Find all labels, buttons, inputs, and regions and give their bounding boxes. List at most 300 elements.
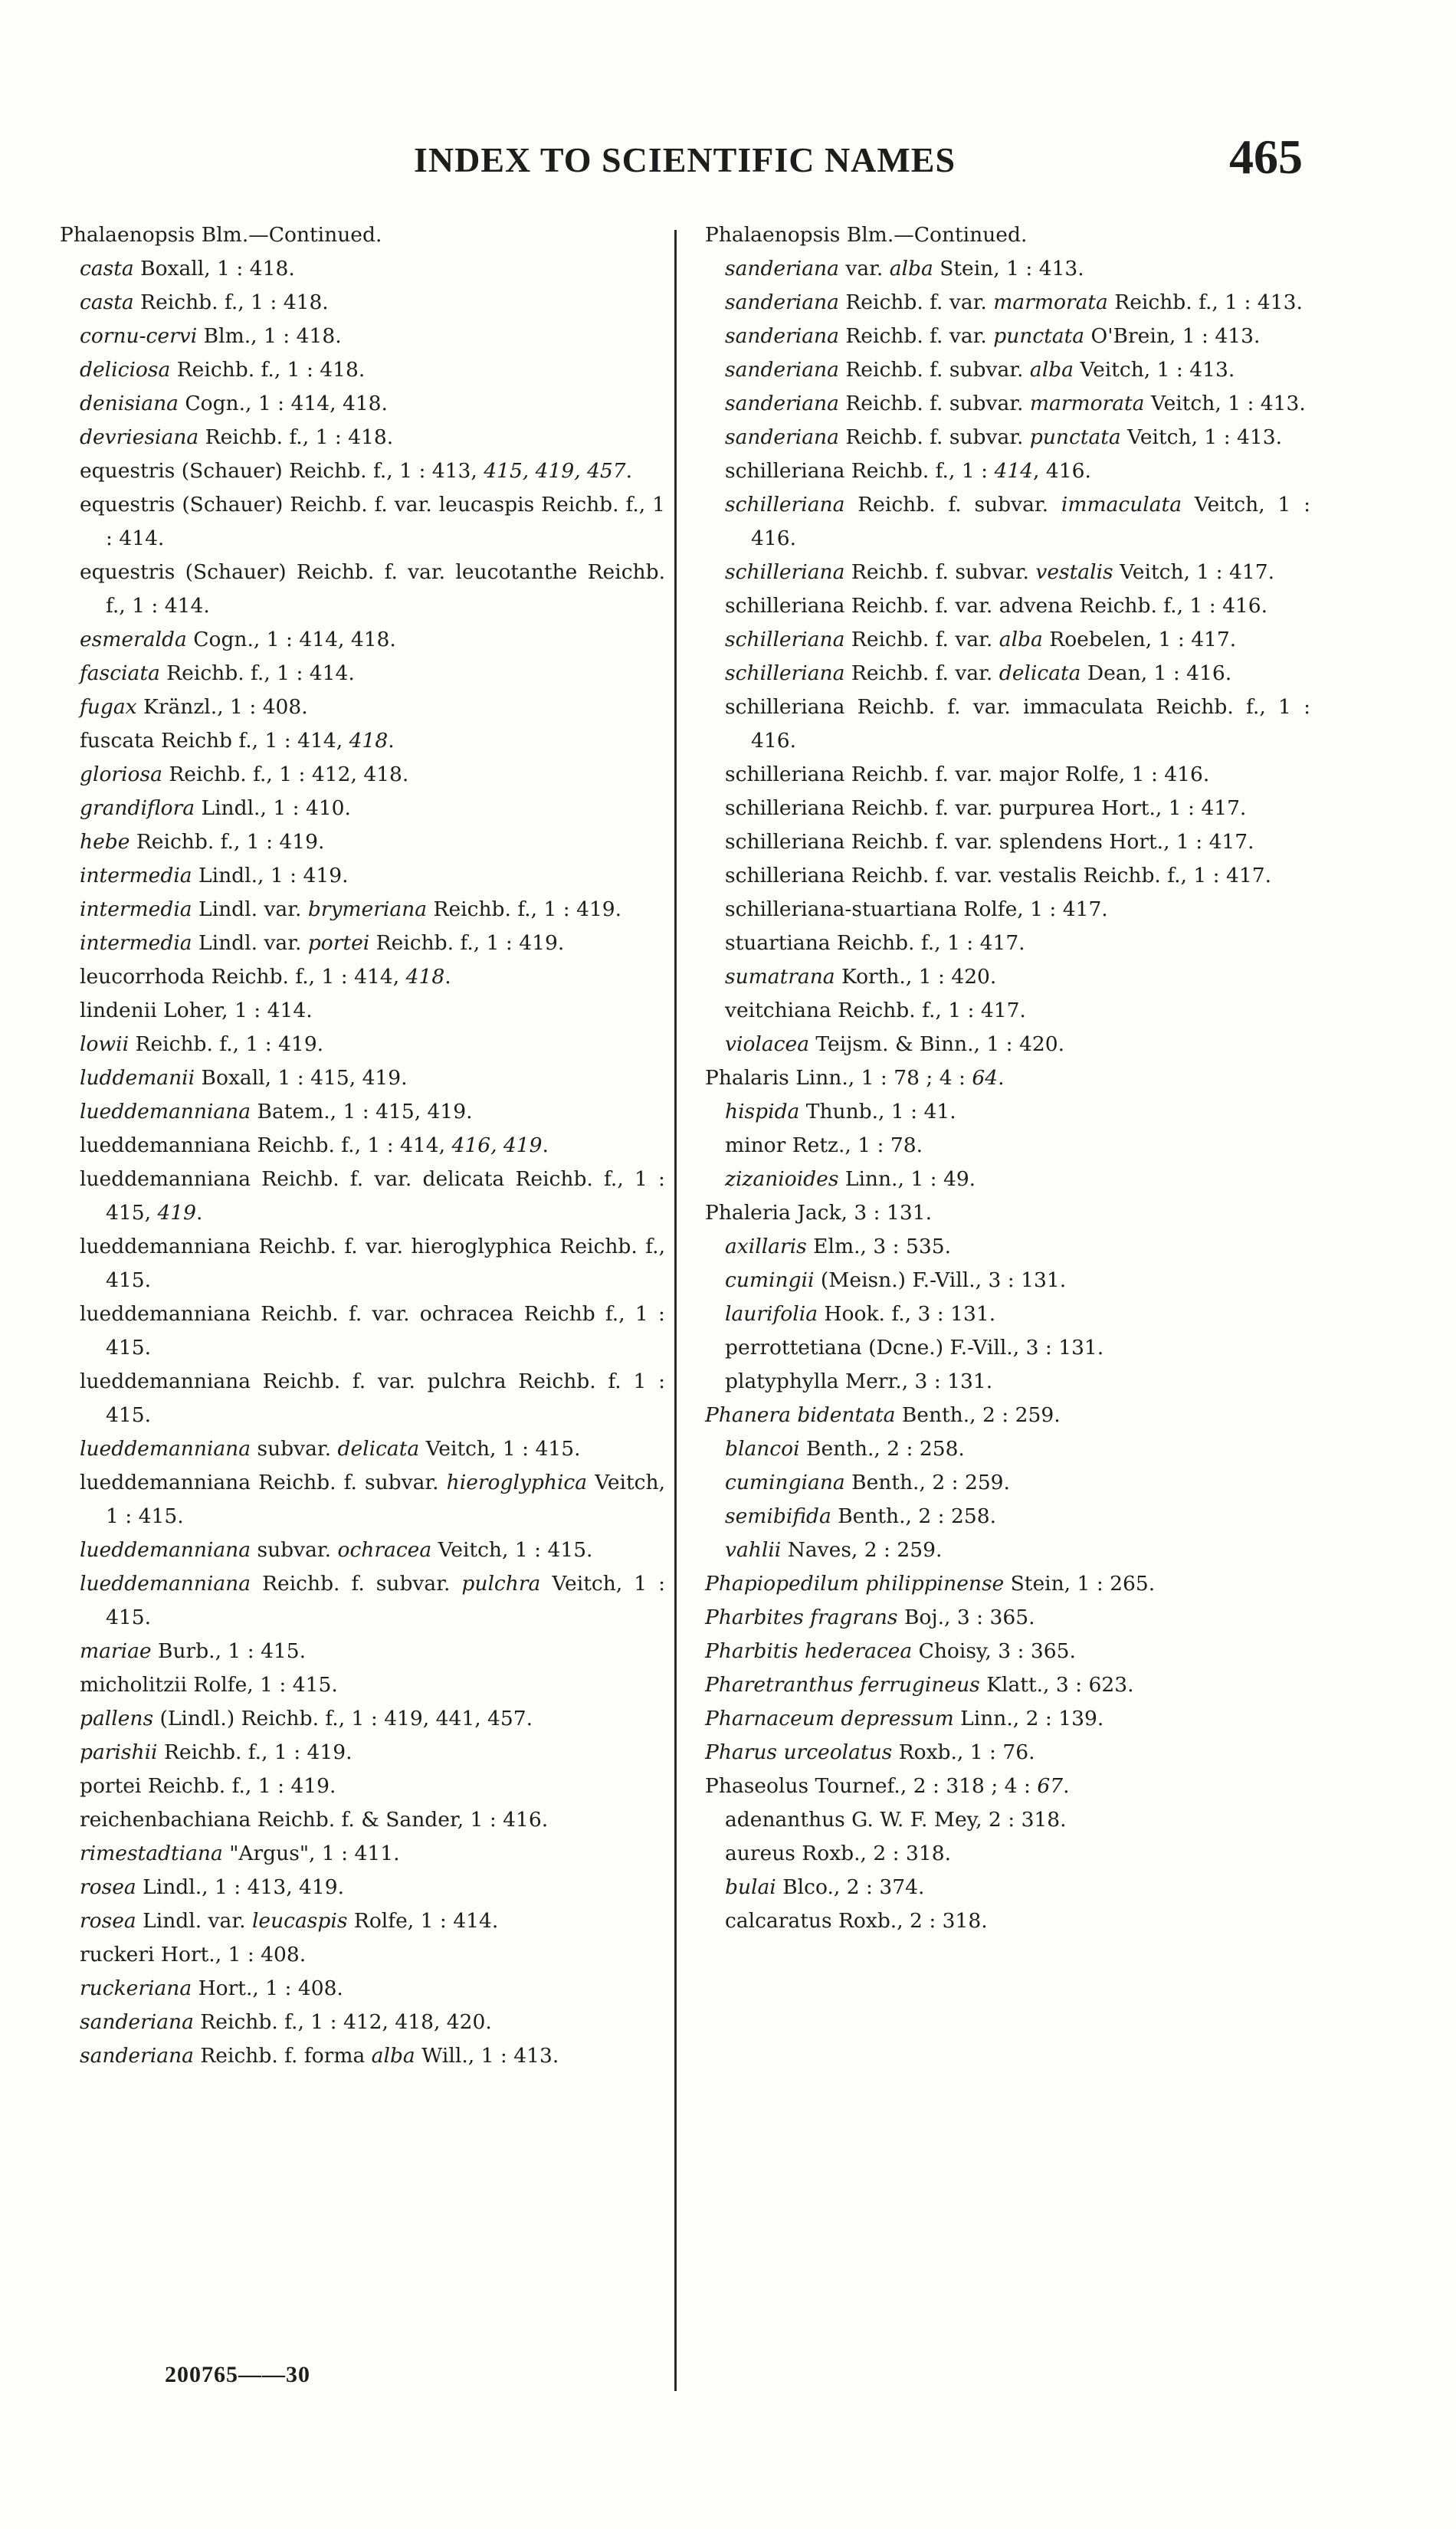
entry-text: Burb., 1 : 415. — [151, 1639, 307, 1663]
index-entry — [60, 1365, 665, 1432]
index-entry — [705, 1466, 1310, 1500]
entry-italic-text: schilleriana — [725, 628, 845, 651]
entry-text: . — [998, 1066, 1005, 1090]
index-entry — [60, 252, 665, 286]
entry-italic-text: ruckeriana — [80, 1976, 192, 2000]
entry-text: equestris (Schauer) Reichb. f., 1 : 413, — [80, 459, 484, 483]
index-entry — [705, 556, 1310, 589]
index-entry — [60, 1533, 665, 1567]
entry-italic-text: brymeriana — [307, 897, 428, 921]
entry-text: Reichb. f. subvar. — [251, 1572, 462, 1596]
page-number: 465 — [1229, 130, 1303, 184]
index-entry — [60, 1061, 665, 1095]
index-entry — [705, 994, 1310, 1028]
entry-italic-text: luddemanii — [80, 1066, 195, 1090]
entry-text: Phalaris Linn., 1 : 78 ; 4 : — [705, 1066, 972, 1090]
entry-text: schilleriana Reichb. f. var. advena Reichb. f., 1 : 416. — [725, 594, 1268, 618]
entry-italic-text: sanderiana — [725, 257, 839, 280]
entry-italic-text: zizanioides — [725, 1167, 839, 1191]
entry-text: reichenbachiana Reichb. f. & Sander, 1 : 416. — [80, 1808, 549, 1832]
entry-text: Veitch, 1 : 415. — [431, 1538, 593, 1562]
entry-text: platyphylla Merr., 3 : 131. — [725, 1369, 993, 1393]
index-entry — [60, 387, 665, 421]
entry-text: Boj., 3 : 365. — [897, 1606, 1035, 1629]
entry-text: Reichb. f. subvar. — [844, 560, 1036, 584]
index-entry — [705, 353, 1310, 387]
index-entry — [705, 690, 1310, 758]
entry-text: Reichb. f., 1 : 419. — [130, 830, 325, 854]
index-entry — [705, 825, 1310, 859]
entry-text: Will., 1 : 413. — [415, 2044, 559, 2068]
entry-italic-text: grandiflora — [80, 796, 195, 820]
entry-italic-text: alba — [371, 2044, 415, 2068]
entry-text: Veitch, 1 : 413. — [1144, 392, 1306, 415]
entry-text: Veitch, 1 : 417. — [1113, 560, 1275, 584]
index-entry — [705, 1904, 1310, 1938]
index-entry — [60, 2039, 665, 2073]
entry-text: Cogn., 1 : 414, 418. — [186, 628, 396, 651]
index-entry — [705, 758, 1310, 792]
entry-text: Reichb. f. subvar. — [838, 358, 1030, 382]
index-column-right — [705, 218, 1310, 1938]
entry-italic-text: vestalis — [1035, 560, 1113, 584]
entry-text: portei Reichb. f., 1 : 419. — [80, 1774, 336, 1798]
entry-text: Phalaenopsis Blm.—Continued. — [60, 223, 382, 247]
index-entry — [60, 1567, 665, 1635]
index-entry — [60, 657, 665, 690]
running-title: INDEX TO SCIENTIFIC NAMES — [414, 140, 956, 179]
entry-italic-text: Phapiopedilum philippinense — [705, 1572, 1005, 1596]
entry-text: fuscata Reichb f., 1 : 414, — [80, 729, 349, 753]
entry-italic-text: Pharus urceolatus — [705, 1740, 893, 1764]
entry-italic-text: Pharetranthus ferrugineus — [705, 1673, 980, 1697]
entry-italic-text: marmorata — [1029, 392, 1145, 415]
entry-text: aureus Roxb., 2 : 318. — [725, 1842, 952, 1865]
entry-text: Reichb. f., 1 : 418. — [170, 358, 366, 382]
entry-italic-text: lowii — [80, 1032, 130, 1056]
index-genus-entry — [705, 1770, 1310, 1803]
entry-italic-text: pulchra — [461, 1572, 541, 1596]
index-entry — [60, 1466, 665, 1533]
entry-text: Veitch, 1 : 415. — [106, 1471, 665, 1528]
index-entry — [60, 1297, 665, 1365]
index-entry — [705, 792, 1310, 825]
entry-text: Reichb. f., 1 : 419. — [157, 1740, 353, 1764]
entry-italic-text: 67 — [1037, 1774, 1064, 1798]
entry-italic-text: punctata — [1029, 425, 1121, 449]
entry-italic-text: mariae — [80, 1639, 152, 1663]
entry-text: lueddemanniana Reichb. f., 1 : 414, — [80, 1133, 452, 1157]
entry-italic-text: gloriosa — [80, 763, 162, 786]
index-entry — [60, 353, 665, 387]
entry-italic-text: sanderiana — [725, 290, 839, 314]
index-genus-entry — [705, 1635, 1310, 1668]
index-genus-entry — [60, 218, 665, 252]
index-genus-entry — [705, 1567, 1310, 1601]
entry-text: Veitch, 1 : 413. — [1120, 425, 1283, 449]
index-entry — [705, 1095, 1310, 1129]
index-genus-entry — [705, 218, 1310, 252]
entry-text: Linn., 1 : 49. — [838, 1167, 976, 1191]
index-entry — [60, 2006, 665, 2039]
entry-italic-text: delicata — [999, 661, 1081, 685]
entry-italic-text: Pharnaceum depressum — [705, 1707, 954, 1730]
index-entry — [705, 454, 1310, 488]
index-entry — [60, 421, 665, 454]
entry-italic-text: deliciosa — [80, 358, 171, 382]
entry-italic-text: schilleriana — [725, 493, 845, 517]
entry-italic-text: rimestadtiana — [80, 1842, 223, 1865]
entry-text: subvar. — [251, 1538, 338, 1562]
entry-italic-text: 64 — [972, 1066, 999, 1090]
entry-text: Reichb. f., 1 : 419. — [427, 897, 622, 921]
entry-text: minor Retz., 1 : 78. — [725, 1133, 923, 1157]
index-entry — [705, 488, 1310, 556]
entry-text: Elm., 3 : 535. — [806, 1235, 952, 1258]
entry-text: micholitzii Rolfe, 1 : 415. — [80, 1673, 338, 1697]
entry-text: adenanthus G. W. F. Mey, 2 : 318. — [725, 1808, 1067, 1832]
entry-text: Linn., 2 : 139. — [953, 1707, 1104, 1730]
entry-italic-text: alba — [999, 628, 1043, 651]
index-entry — [705, 252, 1310, 286]
entry-text: (Meisn.) F.-Vill., 3 : 131. — [814, 1268, 1067, 1292]
entry-text: lueddemanniana Reichb. f. var. hieroglyphica Reichb. f., 415. — [80, 1235, 665, 1292]
entry-italic-text: violacea — [725, 1032, 809, 1056]
entry-text: Reichb. f. subvar. — [838, 392, 1030, 415]
entry-text: Reichb. f., 1 : 419. — [129, 1032, 324, 1056]
entry-italic-text: schilleriana — [725, 560, 845, 584]
entry-text: Blm., 1 : 418. — [197, 324, 342, 348]
index-entry — [705, 1803, 1310, 1837]
entry-text: Lindl., 1 : 413, 419. — [136, 1875, 345, 1899]
entry-text: Roxb., 1 : 76. — [892, 1740, 1035, 1764]
index-entry — [705, 893, 1310, 927]
index-entry — [60, 1770, 665, 1803]
printer-signature: 200765——30 — [165, 2362, 310, 2387]
entry-text: subvar. — [251, 1437, 338, 1461]
index-entry — [60, 1668, 665, 1702]
index-entry — [60, 1635, 665, 1668]
entry-text: veitchiana Reichb. f., 1 : 417. — [725, 999, 1026, 1022]
index-entry — [60, 1938, 665, 1972]
entry-text: Lindl., 1 : 410. — [195, 796, 351, 820]
index-entry — [705, 1432, 1310, 1466]
entry-text: Veitch, 1 : 413. — [1073, 358, 1235, 382]
entry-text: schilleriana Reichb. f. var. vestalis Reichb. f., 1 : 417. — [725, 864, 1272, 887]
index-genus-entry — [705, 1061, 1310, 1095]
entry-italic-text: casta — [80, 257, 134, 280]
entry-italic-text: marmorata — [993, 290, 1108, 314]
entry-text: Rolfe, 1 : 414. — [347, 1909, 499, 1933]
entry-text: Thunb., 1 : 41. — [799, 1100, 956, 1123]
entry-text: schilleriana Reichb. f., 1 : — [725, 459, 995, 483]
entry-italic-text: rosea — [80, 1875, 136, 1899]
entry-text: Phaleria Jack, 3 : 131. — [705, 1201, 933, 1225]
entry-italic-text: sanderiana — [725, 425, 839, 449]
entry-text: Stein, 1 : 413. — [933, 257, 1084, 280]
entry-text: Reichb. f. var. — [838, 324, 994, 348]
entry-italic-text: blancoi — [725, 1437, 800, 1461]
entry-text: "Argus", 1 : 411. — [222, 1842, 400, 1865]
index-entry — [60, 859, 665, 893]
entry-text: Roebelen, 1 : 417. — [1042, 628, 1237, 651]
index-entry — [705, 286, 1310, 320]
entry-text: Reichb. f. var. — [844, 661, 999, 685]
index-entry — [60, 1972, 665, 2006]
index-entry — [705, 1533, 1310, 1567]
entry-italic-text: bulai — [725, 1875, 776, 1899]
entry-text: schilleriana-stuartiana Rolfe, 1 : 417. — [725, 897, 1108, 921]
entry-text: calcaratus Roxb., 2 : 318. — [725, 1909, 988, 1933]
index-entry — [60, 454, 665, 488]
entry-text: Phaseolus Tournef., 2 : 318 ; 4 : — [705, 1774, 1038, 1798]
entry-italic-text: delicata — [337, 1437, 420, 1461]
entry-italic-text: sanderiana — [725, 392, 839, 415]
entry-text: Naves, 2 : 259. — [781, 1538, 943, 1562]
entry-italic-text: hebe — [80, 830, 130, 854]
entry-text: Choisy, 3 : 365. — [912, 1639, 1076, 1663]
entry-text: leucorrhoda Reichb. f., 1 : 414, — [80, 965, 406, 989]
entry-italic-text: hispida — [725, 1100, 800, 1123]
entry-italic-text: denisiana — [80, 392, 179, 415]
index-entry — [60, 1803, 665, 1837]
entry-italic-text: 418 — [405, 965, 445, 989]
entry-text: equestris (Schauer) Reichb. f. var. leucotanthe Reichb. f., 1 : 414. — [80, 560, 665, 618]
entry-italic-text: fasciata — [80, 661, 160, 685]
entry-text: Veitch, 1 : 416. — [751, 493, 1310, 550]
index-entry — [60, 1736, 665, 1770]
entry-text: Stein, 1 : 265. — [1004, 1572, 1156, 1596]
entry-italic-text: Pharbitis hederacea — [705, 1639, 913, 1663]
index-genus-entry — [705, 1601, 1310, 1635]
entry-text: ruckeri Hort., 1 : 408. — [80, 1943, 307, 1966]
entry-text: lindenii Loher, 1 : 414. — [80, 999, 313, 1022]
entry-italic-text: cumingiana — [725, 1471, 845, 1494]
entry-italic-text: 419 — [157, 1201, 197, 1225]
entry-text: . — [625, 459, 633, 483]
index-entry — [60, 1095, 665, 1129]
index-entry — [60, 320, 665, 353]
entry-italic-text: ochracea — [337, 1538, 432, 1562]
entry-italic-text: alba — [889, 257, 933, 280]
entry-italic-text: sanderiana — [80, 2010, 194, 2034]
entry-italic-text: sanderiana — [725, 358, 839, 382]
index-entry — [705, 320, 1310, 353]
index-genus-entry — [705, 1736, 1310, 1770]
entry-italic-text: axillaris — [725, 1235, 807, 1258]
index-entry — [60, 758, 665, 792]
index-entry — [60, 927, 665, 960]
entry-text: Reichb. f. subvar. — [844, 493, 1061, 517]
entry-text: . — [196, 1201, 203, 1225]
entry-text: . — [444, 965, 451, 989]
entry-italic-text: laurifolia — [725, 1302, 818, 1326]
entry-italic-text: cornu-cervi — [80, 324, 198, 348]
entry-text: , 416. — [1033, 459, 1091, 483]
entry-italic-text: rosea — [80, 1909, 136, 1933]
index-entry — [60, 893, 665, 927]
index-entry — [705, 960, 1310, 994]
entry-text: Lindl., 1 : 419. — [192, 864, 349, 887]
entry-text: Klatt., 3 : 623. — [979, 1673, 1134, 1697]
entry-text: lueddemanniana Reichb. f. var. pulchra Reichb. f. 1 : 415. — [80, 1369, 665, 1427]
index-entry — [60, 1837, 665, 1871]
entry-text: Benth., 2 : 258. — [831, 1504, 997, 1528]
entry-italic-text: Pharbites fragrans — [705, 1606, 898, 1629]
index-entry — [60, 1129, 665, 1163]
entry-italic-text: 415, 419, 457 — [484, 459, 626, 483]
entry-text: equestris (Schauer) Reichb. f. var. leucaspis Reichb. f., 1 : 414. — [80, 493, 665, 550]
index-entry — [60, 690, 665, 724]
index-entry — [60, 556, 665, 623]
entry-italic-text: devriesiana — [80, 425, 199, 449]
entry-text: (Lindl.) Reichb. f., 1 : 419, 441, 457. — [153, 1707, 533, 1730]
index-column-left — [60, 218, 665, 2073]
entry-italic-text: intermedia — [80, 864, 192, 887]
entry-text: Reichb. f., 1 : 413. — [1107, 290, 1303, 314]
entry-text: schilleriana Reichb. f. var. major Rolfe, 1 : 416. — [725, 763, 1210, 786]
index-entry — [705, 1500, 1310, 1533]
index-entry — [705, 1028, 1310, 1061]
index-entry — [60, 488, 665, 556]
entry-text: . — [542, 1133, 549, 1157]
entry-italic-text: pallens — [80, 1707, 154, 1730]
entry-italic-text: schilleriana — [725, 661, 845, 685]
entry-text: Batem., 1 : 415, 419. — [251, 1100, 473, 1123]
index-entry — [705, 623, 1310, 657]
entry-text: Reichb. f., 1 : 414. — [159, 661, 355, 685]
index-entry — [705, 1871, 1310, 1904]
entry-italic-text: 416, 419 — [451, 1133, 543, 1157]
entry-italic-text: parishii — [80, 1740, 158, 1764]
index-entry — [60, 825, 665, 859]
entry-italic-text: 418 — [349, 729, 389, 753]
entry-text: Korth., 1 : 420. — [835, 965, 997, 989]
index-entry — [60, 1432, 665, 1466]
entry-text: perrottetiana (Dcne.) F.-Vill., 3 : 131. — [725, 1336, 1104, 1360]
entry-text: . — [1063, 1774, 1070, 1798]
index-entry — [60, 994, 665, 1028]
entry-text: Reichb. f., 1 : 412, 418, 420. — [193, 2010, 492, 2034]
index-entry — [705, 859, 1310, 893]
entry-text: Reichb. f., 1 : 418. — [198, 425, 394, 449]
entry-text: Veitch, 1 : 415. — [419, 1437, 581, 1461]
index-entry — [60, 1163, 665, 1230]
index-entry — [60, 1230, 665, 1297]
index-entry — [705, 1365, 1310, 1399]
entry-text: schilleriana Reichb. f. var. splendens Hort., 1 : 417. — [725, 830, 1254, 854]
entry-italic-text: fugax — [80, 695, 137, 719]
entry-italic-text: lueddemanniana — [80, 1437, 251, 1461]
entry-italic-text: lueddemanniana — [80, 1538, 251, 1562]
index-entry — [705, 421, 1310, 454]
column-divider — [674, 230, 677, 2391]
entry-italic-text: sanderiana — [725, 324, 839, 348]
entry-italic-text: lueddemanniana — [80, 1100, 251, 1123]
entry-italic-text: intermedia — [80, 897, 192, 921]
entry-italic-text: vahlii — [725, 1538, 782, 1562]
entry-italic-text: immaculata — [1061, 493, 1182, 517]
entry-text: Benth., 2 : 259. — [895, 1403, 1061, 1427]
index-entry — [60, 1904, 665, 1938]
entry-text: Phalaenopsis Blm.—Continued. — [705, 223, 1028, 247]
entry-italic-text: esmeralda — [80, 628, 187, 651]
index-entry — [60, 286, 665, 320]
entry-text: Reichb. f., 1 : 419. — [369, 931, 565, 955]
entry-text: var. — [838, 257, 890, 280]
entry-text: schilleriana Reichb. f. var. immaculata Reichb. f., 1 : 416. — [725, 695, 1310, 753]
entry-italic-text: portei — [307, 931, 370, 955]
index-entry — [60, 724, 665, 758]
entry-text: lueddemanniana Reichb. f. var. ochracea Reichb f., 1 : 415. — [80, 1302, 665, 1360]
entry-italic-text: semibifida — [725, 1504, 831, 1528]
entry-text: lueddemanniana Reichb. f. subvar. — [80, 1471, 447, 1494]
entry-text: O'Brein, 1 : 413. — [1084, 324, 1261, 348]
page-header — [0, 129, 1456, 198]
entry-text: Reichb. f. var. — [838, 290, 994, 314]
entry-text: schilleriana Reichb. f. var. purpurea Hort., 1 : 417. — [725, 796, 1247, 820]
entry-text: lueddemanniana Reichb. f. var. delicata Reichb. f., 1 : 415, — [80, 1167, 665, 1225]
index-entry — [705, 657, 1310, 690]
index-entry — [60, 792, 665, 825]
index-entry — [60, 1702, 665, 1736]
entry-text: Lindl. var. — [192, 931, 308, 955]
entry-text: Reichb. f. var. — [844, 628, 999, 651]
entry-italic-text: Phanera bidentata — [705, 1403, 896, 1427]
entry-text: Teijsm. & Binn., 1 : 420. — [809, 1032, 1064, 1056]
entry-text: Veitch, 1 : 415. — [106, 1572, 666, 1629]
entry-italic-text: leucaspis — [251, 1909, 348, 1933]
index-entry — [705, 1331, 1310, 1365]
index-genus-entry — [705, 1668, 1310, 1702]
index-genus-entry — [705, 1702, 1310, 1736]
index-entry — [60, 1028, 665, 1061]
entry-text: . — [388, 729, 395, 753]
index-entry — [705, 1163, 1310, 1196]
entry-text: Reichb. f., 1 : 418. — [133, 290, 329, 314]
entry-italic-text: alba — [1029, 358, 1074, 382]
entry-text: Boxall, 1 : 415, 419. — [195, 1066, 408, 1090]
entry-text: Reichb. f. forma — [193, 2044, 372, 2068]
entry-text: Dean, 1 : 416. — [1081, 661, 1232, 685]
index-entry — [60, 623, 665, 657]
entry-text: Kränzl., 1 : 408. — [136, 695, 308, 719]
entry-text: Hort., 1 : 408. — [192, 1976, 343, 2000]
index-entry — [60, 1871, 665, 1904]
index-genus-entry — [705, 1196, 1310, 1230]
index-genus-entry — [705, 1399, 1310, 1432]
index-entry — [60, 960, 665, 994]
entry-italic-text: lueddemanniana — [80, 1572, 251, 1596]
entry-text: Lindl. var. — [136, 1909, 252, 1933]
entry-text: Boxall, 1 : 418. — [133, 257, 295, 280]
index-entry — [705, 1230, 1310, 1264]
entry-text: Benth., 2 : 258. — [799, 1437, 965, 1461]
entry-text: Benth., 2 : 259. — [844, 1471, 1010, 1494]
entry-text: Cogn., 1 : 414, 418. — [178, 392, 388, 415]
index-entry — [705, 1264, 1310, 1297]
entry-text: Reichb. f., 1 : 412, 418. — [162, 763, 409, 786]
index-entry — [705, 1297, 1310, 1331]
index-entry — [705, 589, 1310, 623]
entry-text: Hook. f., 3 : 131. — [818, 1302, 996, 1326]
index-entry — [705, 927, 1310, 960]
entry-text: stuartiana Reichb. f., 1 : 417. — [725, 931, 1025, 955]
entry-italic-text: punctata — [993, 324, 1085, 348]
index-entry — [705, 387, 1310, 421]
entry-italic-text: casta — [80, 290, 134, 314]
entry-text: Reichb. f. subvar. — [838, 425, 1030, 449]
